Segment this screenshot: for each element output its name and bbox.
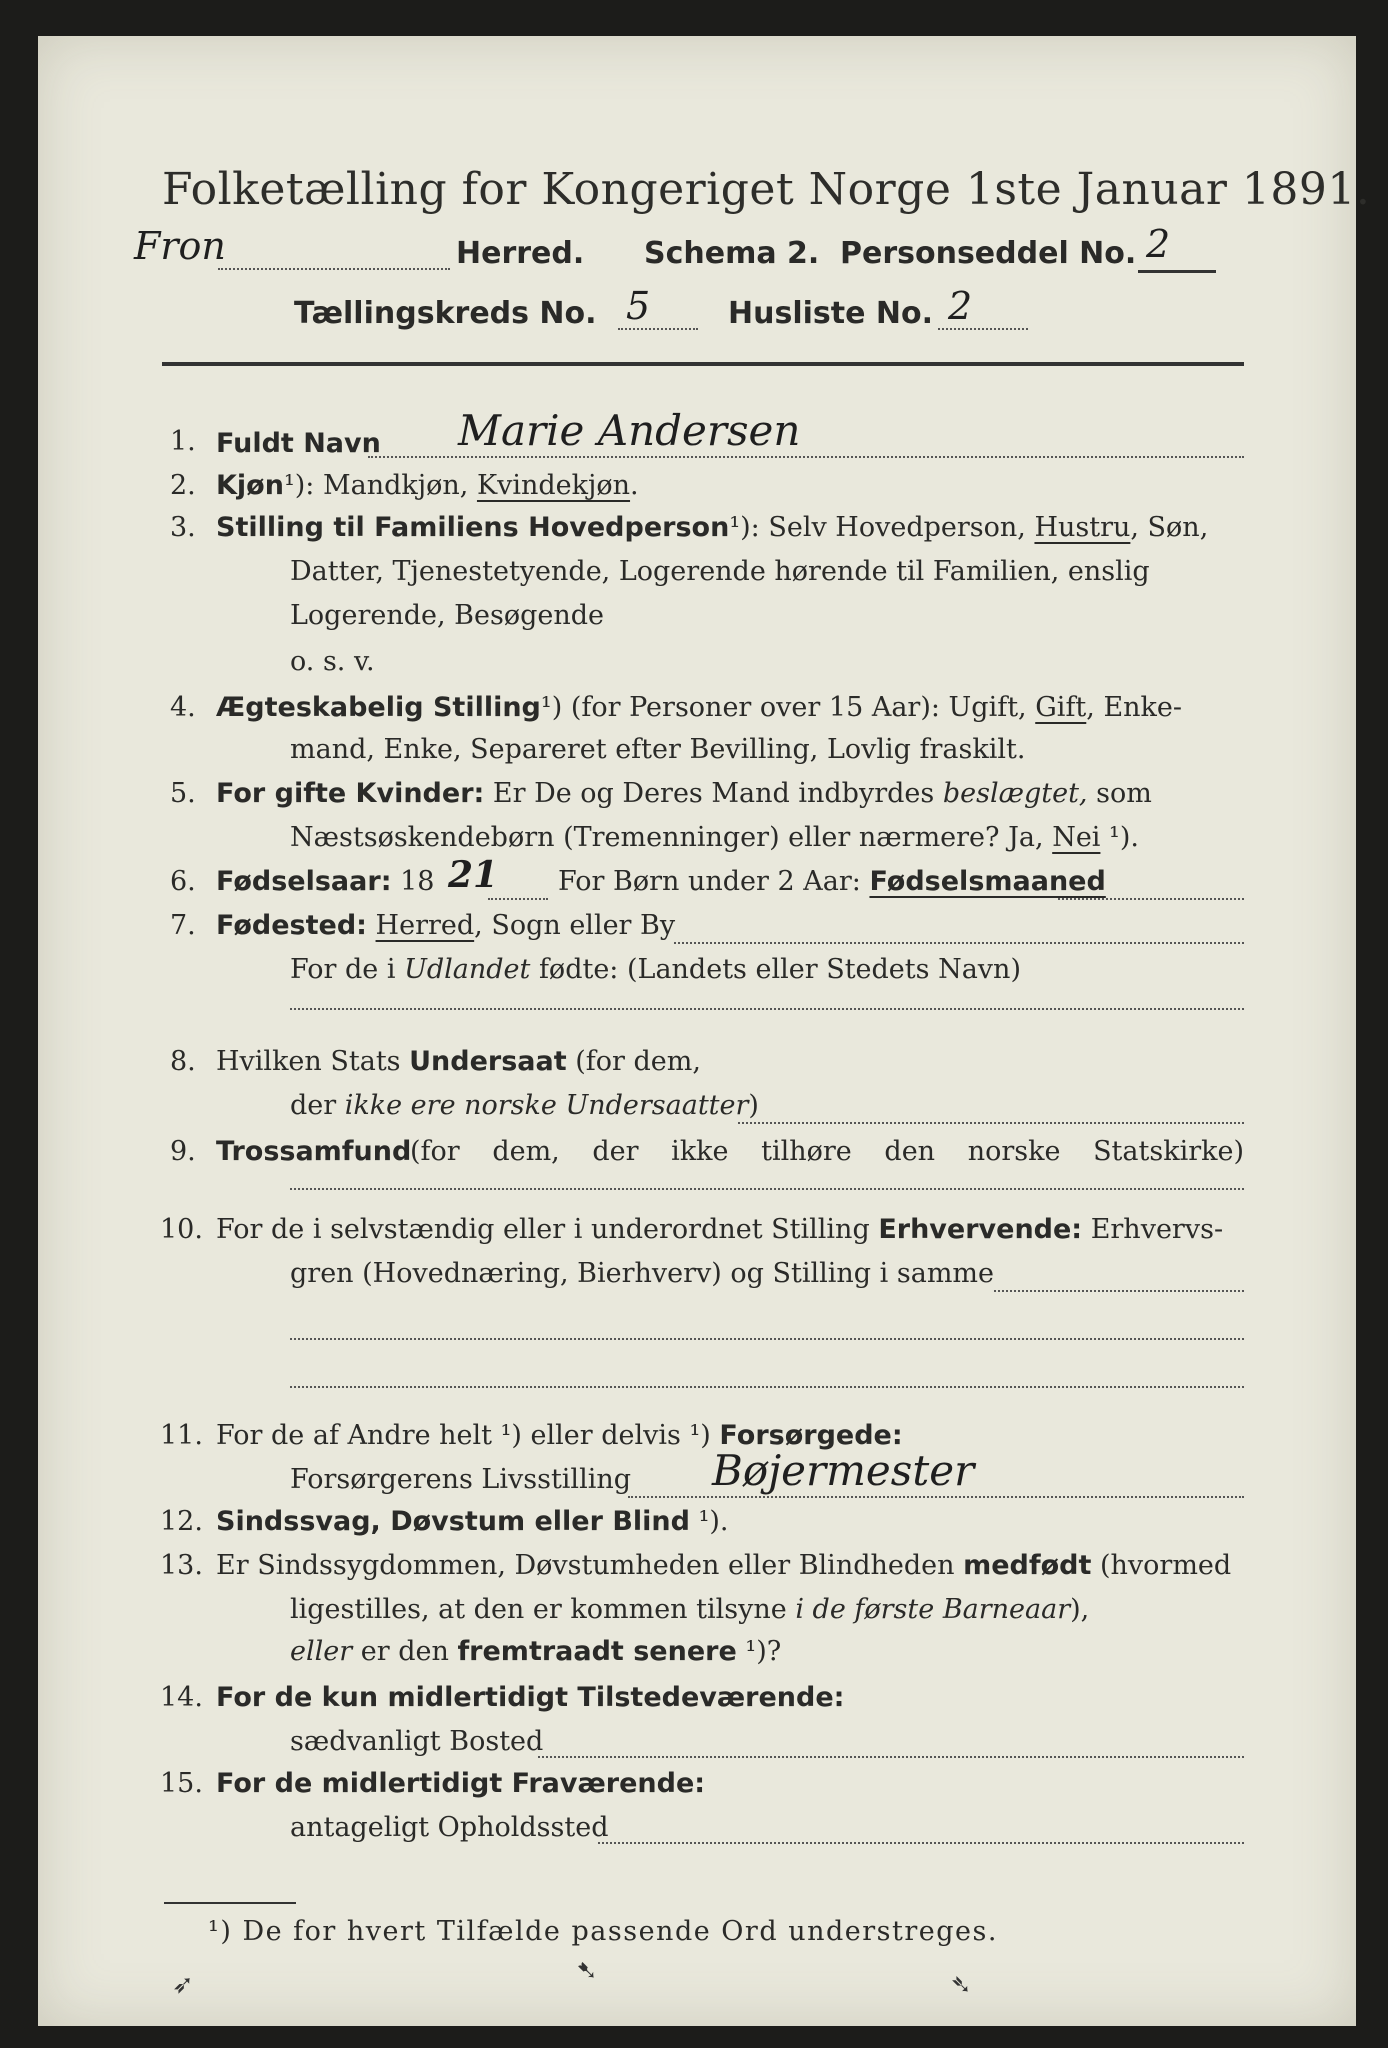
q7-line2: For de i Udlandet fødte: (Landets eller Stedets Navn) [290, 954, 1021, 985]
q13-line3: eller er den fremtraadt senere ¹)? [290, 1636, 782, 1667]
q6-text: For Børn under 2 Aar: Fødselsmaaned [558, 866, 1106, 897]
census-form-page [38, 36, 1371, 2026]
q1-number: 1. [170, 426, 196, 457]
q4-line2: mand, Enke, Separeret efter Bevilling, Lovlig fraskilt. [290, 734, 1026, 765]
schema-label: Schema 2. [644, 236, 820, 271]
q15-line2: antageligt Opholdssted [290, 1812, 609, 1843]
q13-number: 13. [160, 1550, 203, 1581]
husliste-value: 2 [948, 284, 973, 328]
q14-line2: sædvanligt Bosted [290, 1726, 544, 1757]
q1-dotline [368, 456, 1244, 458]
q6-month-dotline [1058, 898, 1244, 900]
footnote-text: ¹) De for hvert Tilfælde passende Ord understreges. [208, 1916, 998, 1947]
q10-line2: gren (Hovednæring, Bierhverv) og Stilling i samme [290, 1258, 995, 1289]
q14-dotline [538, 1756, 1244, 1758]
kreds-label: Tællingskreds No. [294, 296, 597, 331]
q9-label: Trossamfund [216, 1136, 412, 1167]
q9-text: (for dem, der ikke tilhøre den norske Statskirke) [410, 1136, 1244, 1167]
q11-provider-value: Bøjermester [712, 1446, 975, 1495]
q8-line2: der ikke ere norske Undersaatter) [290, 1090, 759, 1121]
form-title: Folketælling for Kongeriget Norge 1ste Januar 1891. [162, 164, 1371, 215]
q13-text: Er Sindssygdommen, Døvstumheden eller Blindheden medfødt (hvormed [216, 1550, 1232, 1581]
pin-mark-left: ➶ [172, 1970, 194, 2000]
q8-number: 8. [170, 1046, 196, 1077]
q11-line2: Forsørgerens Livsstilling [290, 1464, 632, 1495]
q7-blank-dotline [290, 1008, 1244, 1010]
herred-value: Fron [134, 224, 226, 268]
q1-label: Fuldt Navn [216, 428, 381, 459]
q10-dotline [994, 1290, 1244, 1292]
q3-line2: Datter, Tjenestetyende, Logerende hørende til Familien, enslig [290, 556, 1150, 587]
husliste-label: Husliste No. [728, 296, 933, 331]
q15-dotline [598, 1842, 1244, 1844]
personseddel-underline [1138, 270, 1216, 273]
q10-number: 10. [160, 1214, 203, 1245]
q3-line3: Logerende, Besøgende [290, 600, 604, 631]
q5-number: 5. [170, 778, 196, 809]
herred-dotline [218, 268, 450, 270]
q5-line2: Næstsøskendebørn (Tremenninger) eller nærmere? Ja, Nei ¹). [290, 822, 1139, 853]
q9-number: 9. [170, 1136, 196, 1167]
pin-mark-right: ➴ [950, 1970, 972, 2000]
personseddel-label: Personseddel No. [840, 236, 1137, 271]
q3-number: 3. [170, 512, 196, 543]
kreds-value: 5 [626, 284, 651, 328]
q2-text: Kjøn¹): Mandkjøn, Kvindekjøn. [216, 470, 639, 501]
q7-dotline [674, 942, 1244, 944]
q12-text: Sindssvag, Døvstum eller Blind ¹). [216, 1506, 729, 1537]
footnote-rule [164, 1902, 296, 1904]
q14-label: For de kun midlertidigt Tilstedeværende: [216, 1682, 845, 1713]
q8-text: Hvilken Stats Undersaat (for dem, [216, 1046, 701, 1077]
pin-mark-center: ➷ [576, 1956, 598, 1986]
q15-number: 15. [160, 1768, 203, 1799]
q11-number: 11. [160, 1420, 203, 1451]
q5-text: For gifte Kvinder: Er De og Deres Mand indbyrdes beslægtet, som [216, 778, 1152, 809]
q8-dotline [738, 1122, 1244, 1124]
q6-dotline [488, 898, 548, 900]
q14-number: 14. [160, 1682, 203, 1713]
q3-text: Stilling til Familiens Hovedperson¹): Selv Hovedperson, Hustru, Søn, [216, 512, 1209, 543]
q2-number: 2. [170, 470, 196, 501]
q7-text: Fødested: Herred, Sogn eller By [216, 910, 676, 941]
kreds-dotline [618, 328, 698, 330]
q4-text: Ægteskabelig Stilling¹) (for Personer over 15 Aar): Ugift, Gift, Enke- [216, 692, 1183, 723]
q10-blank-dotline-1 [290, 1338, 1244, 1340]
q3-line4: o. s. v. [290, 646, 375, 677]
q4-number: 4. [170, 692, 196, 723]
q6-birthyear-value: 21 [448, 854, 499, 896]
q1-name-value: Marie Andersen [458, 406, 801, 455]
q11-text: For de af Andre helt ¹) eller delvis ¹) Forsørgede: [216, 1420, 903, 1451]
q15-label: For de midlertidigt Fraværende: [216, 1768, 706, 1799]
q11-dotline [628, 1496, 1244, 1498]
q6-label: Fødselsaar: 18 [216, 866, 435, 897]
husliste-dotline [938, 328, 1028, 330]
q7-number: 7. [170, 910, 196, 941]
q10-blank-dotline-2 [290, 1386, 1244, 1388]
q10-text: For de i selvstændig eller i underordnet Stilling Erhvervende: Erhvervs- [216, 1214, 1224, 1245]
personseddel-value: 2 [1146, 222, 1171, 266]
q9-blank-dotline [290, 1188, 1244, 1190]
q12-number: 12. [160, 1506, 203, 1537]
herred-label: Herred. [456, 236, 585, 271]
q6-number: 6. [170, 866, 196, 897]
header-divider [162, 362, 1244, 366]
q13-line2: ligestilles, at den er kommen tilsyne i de første Barneaar), [290, 1594, 1090, 1625]
